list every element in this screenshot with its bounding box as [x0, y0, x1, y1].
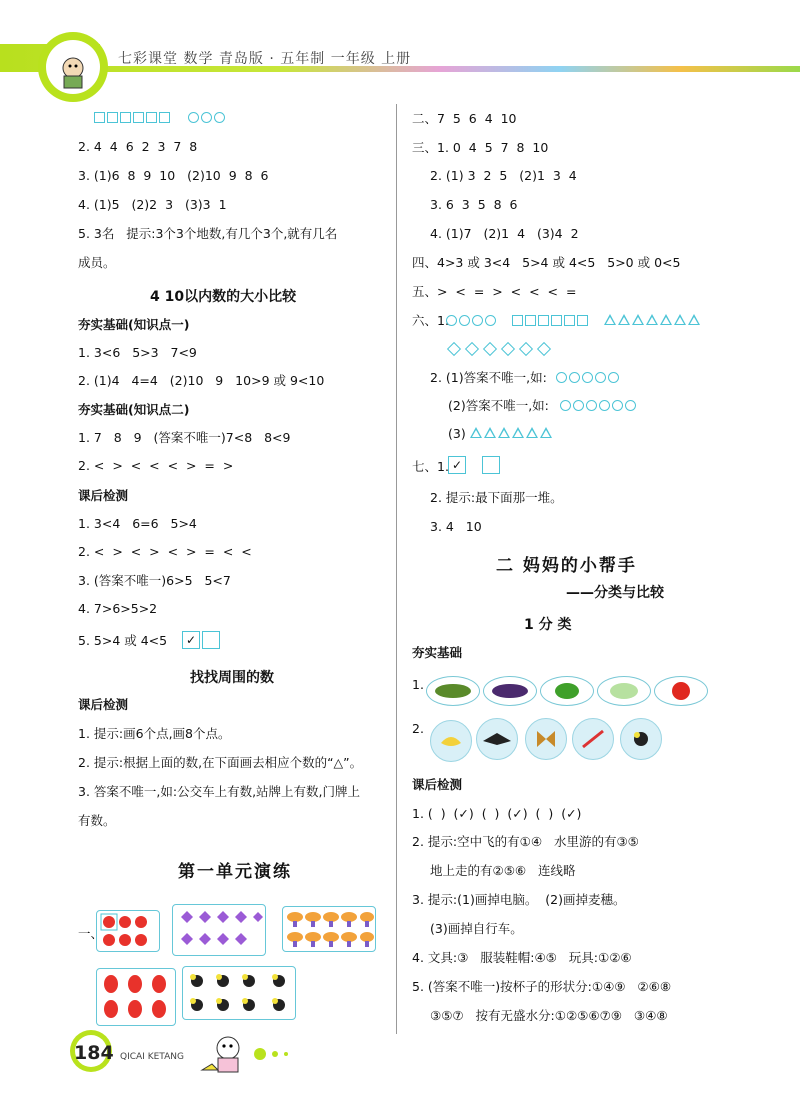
triangle-shape: [498, 427, 510, 438]
circle-shapes-row: [560, 400, 636, 411]
answer-line: 六、1.: [412, 313, 449, 328]
circle-shape: [446, 315, 457, 326]
answer-line: 2. 提示:根据上面的数,在下面画去相应个数的“△”。: [78, 755, 363, 770]
mushroom-group-picture: [282, 906, 376, 952]
empty-box: [482, 456, 500, 474]
triangle-shapes-row: [470, 427, 552, 438]
diamond-shape: [483, 342, 497, 356]
triangle-shape: [526, 427, 538, 438]
checkmark-box: ✓: [182, 631, 200, 649]
answer-line: 3. 提示:(1)画掉电脑。 (2)画掉麦穗。: [412, 892, 626, 907]
triangle-shape: [470, 427, 482, 438]
answer-line: (2)答案不唯一,如:: [448, 398, 549, 413]
question-number: 2.: [412, 721, 424, 736]
square-shape: [94, 112, 105, 123]
apple-group-picture: [96, 910, 160, 952]
tomato-picture: [654, 676, 708, 706]
circle-shape: [188, 112, 199, 123]
answer-line: 3. (1)6 8 9 10 (2)10 9 8 6: [78, 168, 269, 183]
diamond-shape: [519, 342, 533, 356]
circle-shape: [586, 400, 597, 411]
triangle-shapes-row: [604, 314, 700, 325]
butterfly-picture: [525, 718, 567, 760]
answer-line: 4. (1)7 (2)1 4 (3)4 2: [430, 226, 579, 241]
square-shapes-row: [512, 315, 588, 326]
strawberry-group-picture: [96, 968, 176, 1026]
subsection-title: 夯实基础(知识点二): [78, 402, 190, 417]
header-title: 七彩课堂 数学 青岛版 · 五年制 一年级 上册: [118, 51, 412, 67]
answer-line: 3. 答案不唯一,如:公交车上有数,站牌上有数,门牌上: [78, 784, 361, 799]
answer-line: 5. (答案不唯一)按杯子的形状分:①④⑨ ②⑥⑧: [412, 979, 672, 994]
answer-line: 3. (答案不唯一)6>5 5<7: [78, 573, 231, 588]
diamond-shape: [465, 342, 479, 356]
answer-line: 七、1.: [412, 459, 449, 474]
answer-line: 地上走的有②⑤⑥ 连线略: [430, 863, 576, 878]
answer-line: (3): [448, 426, 466, 441]
triangle-shape: [604, 314, 616, 325]
empty-box: [202, 631, 220, 649]
circle-shape: [560, 400, 571, 411]
answer-line: 2. < > < < < > = >: [78, 458, 234, 473]
answer-line: 三、1. 0 4 5 7 8 10: [412, 140, 549, 155]
answer-line: 4. 文具:③ 服装鞋帽:④⑤ 玩具:①②⑥: [412, 950, 632, 965]
answer-line: 5. 5>4 或 4<5: [78, 633, 168, 648]
answer-line: 3. 4 10: [430, 519, 482, 534]
square-shape: [538, 315, 549, 326]
answer-line: 2. < > < > < > = < <: [78, 544, 252, 559]
circle-shape: [573, 400, 584, 411]
square-shape: [551, 315, 562, 326]
butterfly-group-picture: [172, 904, 266, 956]
column-divider: [396, 104, 397, 1034]
answer-line: 1. ( ) (✓) ( ) (✓) ( ) (✓): [412, 806, 582, 821]
circle-shapes-row: [556, 372, 619, 383]
triangle-shape: [632, 314, 644, 325]
header-logo: [46, 40, 100, 94]
answer-line: 四、4>3 或 3<4 5>4 或 4<5 5>0 或 0<5: [412, 255, 681, 270]
footer-brand: QICAI KETANG: [120, 1052, 184, 1062]
bee-picture: [620, 718, 662, 760]
triangle-shape: [618, 314, 630, 325]
circle-shape: [595, 372, 606, 383]
eagle-picture: [476, 718, 518, 760]
eggplant-picture: [483, 676, 537, 706]
answer-line: 2. 提示:空中飞的有①④ 水里游的有③⑤: [412, 834, 639, 849]
answer-line: 1. 7 8 9 (答案不唯一)7<8 8<9: [78, 430, 291, 445]
square-shape: [159, 112, 170, 123]
unit-title: 二 妈妈的小帮手: [496, 556, 637, 576]
circle-shape: [569, 372, 580, 383]
triangle-shape: [484, 427, 496, 438]
answer-line: 2. (1)4 4=4 (2)10 9 10>9 或 9<10: [78, 373, 325, 388]
circle-shape: [201, 112, 212, 123]
triangle-shape: [688, 314, 700, 325]
answer-line: 2. 提示:最下面那一堆。: [430, 490, 563, 505]
cartoon-dog-icon: [198, 1030, 258, 1080]
circle-shape: [214, 112, 225, 123]
subsection-title: 课后检测: [78, 697, 129, 712]
circle-shape: [582, 372, 593, 383]
circle-shape: [556, 372, 567, 383]
answer-line: 二、7 5 6 4 10: [412, 111, 517, 126]
unit-title: 第一单元演练: [178, 862, 292, 882]
answer-line: 3. 6 3 5 8 6: [430, 197, 518, 212]
diamond-shapes-row: [446, 342, 552, 356]
circle-shape: [625, 400, 636, 411]
circle-shape: [608, 372, 619, 383]
square-shape: [512, 315, 523, 326]
answer-line: 4. 7>6>5>2: [78, 601, 158, 616]
diamond-shape: [501, 342, 515, 356]
answer-line: 1. 3<6 5>3 7<9: [78, 345, 197, 360]
subsection-title: 课后检测: [412, 777, 463, 792]
square-shape: [577, 315, 588, 326]
square-shape: [564, 315, 575, 326]
triangle-shape: [512, 427, 524, 438]
triangle-shape: [646, 314, 658, 325]
unit-subtitle: ——分类与比较: [566, 585, 664, 601]
answer-line: 成员。: [78, 255, 116, 270]
pepper-picture: [540, 676, 594, 706]
answer-line: 5. 3名 提示:3个3个地数,有几个3个,就有几名: [78, 226, 338, 241]
circle-shape: [485, 315, 496, 326]
answer-line: 2. (1) 3 2 5 (2)1 3 4: [430, 168, 577, 183]
answer-shapes-row: [94, 112, 225, 123]
diamond-shape: [447, 342, 461, 356]
answer-line: 1. 3<4 6=6 5>4: [78, 516, 197, 531]
answer-line: 五、> < = > < < < =: [412, 284, 577, 299]
answer-line: 1. 提示:画6个点,画8个点。: [78, 726, 231, 741]
decor-dot: [272, 1051, 278, 1057]
question-number: 一、: [78, 926, 104, 941]
diamond-shape: [537, 342, 551, 356]
square-shape: [133, 112, 144, 123]
answer-line: 2. 4 4 6 2 3 7 8: [78, 139, 198, 154]
square-shape: [107, 112, 118, 123]
circle-shape: [459, 315, 470, 326]
decor-dot: [284, 1052, 288, 1056]
triangle-shape: [540, 427, 552, 438]
square-shape: [146, 112, 157, 123]
cartoon-logo-icon: [46, 40, 100, 94]
circle-shape: [599, 400, 610, 411]
triangle-shape: [674, 314, 686, 325]
triangle-shape: [660, 314, 672, 325]
cabbage-picture: [597, 676, 651, 706]
section-title: 4 10以内数的大小比较: [150, 289, 297, 305]
subsection-title: 夯实基础(知识点一): [78, 317, 190, 332]
circle-shape: [612, 400, 623, 411]
answer-line: (3)画掉自行车。: [430, 921, 523, 936]
section-title: 找找周围的数: [190, 670, 274, 686]
page-number: 184: [74, 1042, 114, 1064]
dragonfly-picture: [572, 718, 614, 760]
circle-shapes-row: [446, 315, 496, 326]
bird-picture: [430, 720, 472, 762]
cucumber-picture: [426, 676, 480, 706]
answer-line: 有数。: [78, 813, 116, 828]
subsection-title: 夯实基础: [412, 645, 463, 660]
square-shape: [525, 315, 536, 326]
subsection-title: 课后检测: [78, 488, 129, 503]
lesson-title: 1 分 类: [524, 617, 572, 633]
square-shape: [120, 112, 131, 123]
bee-group-picture: [182, 966, 296, 1020]
answer-line: ③⑤⑦ 按有无盛水分:①②⑤⑥⑦⑨ ③④⑧: [430, 1008, 668, 1023]
answer-line: 2. (1)答案不唯一,如:: [430, 370, 547, 385]
answer-line: 4. (1)5 (2)2 3 (3)3 1: [78, 197, 227, 212]
question-number: 1.: [412, 677, 424, 692]
decor-dot: [254, 1048, 266, 1060]
checkmark-box: ✓: [448, 456, 466, 474]
circle-shape: [472, 315, 483, 326]
